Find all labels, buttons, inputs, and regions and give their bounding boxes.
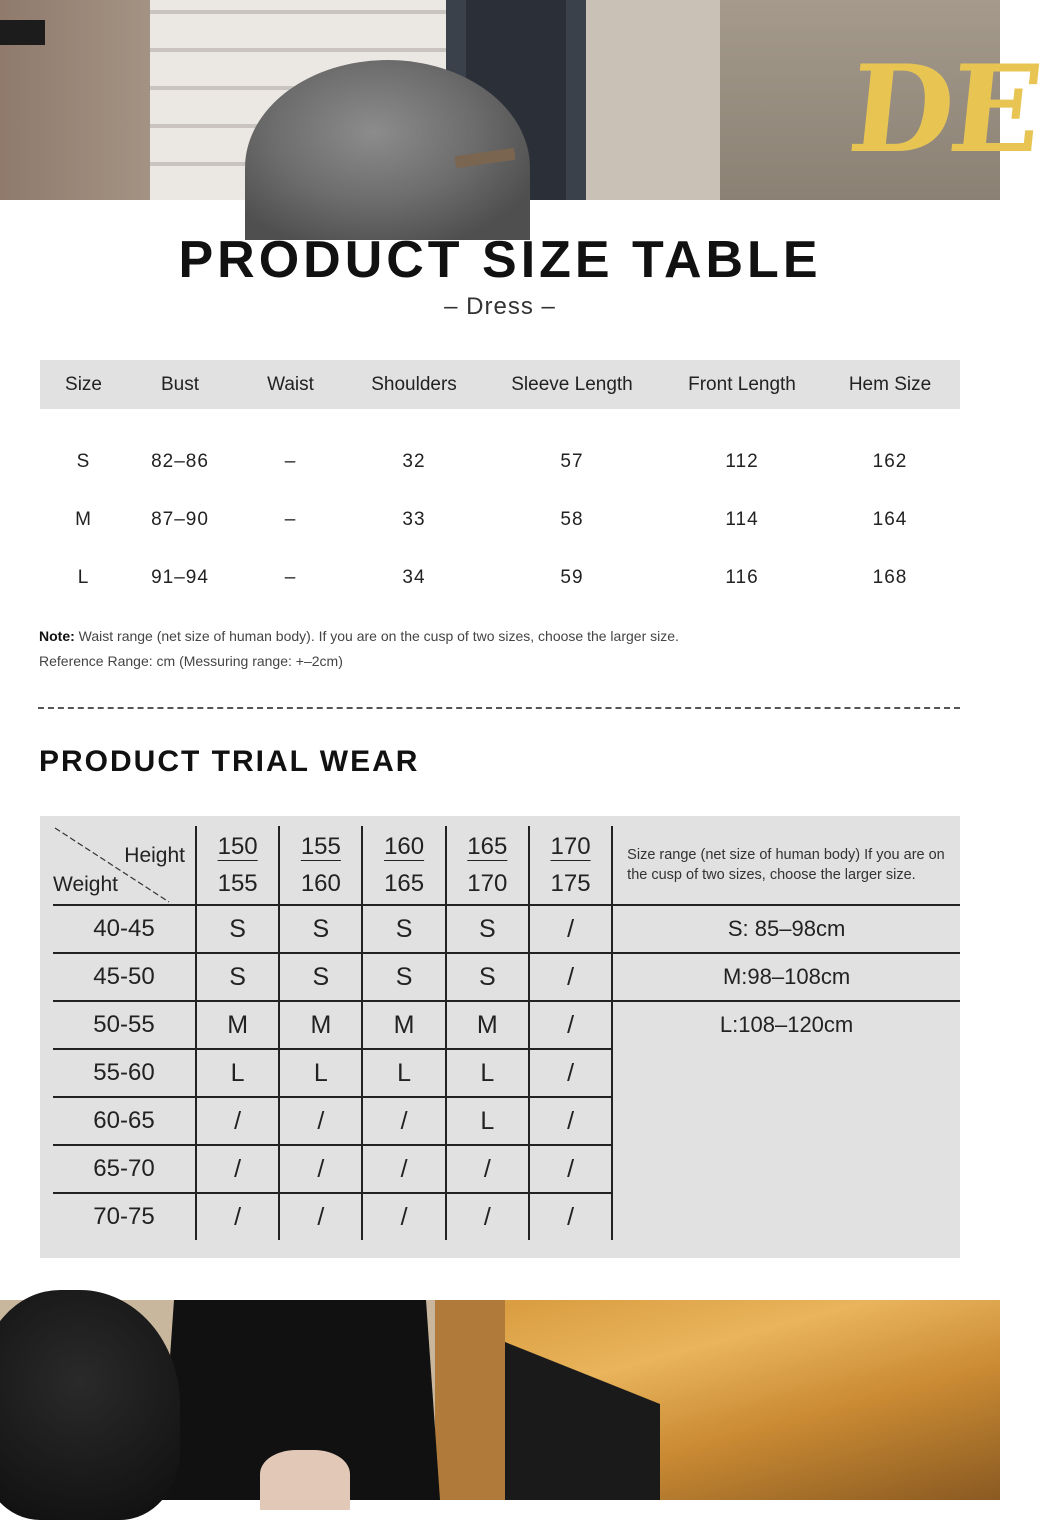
size-cell: /	[529, 1049, 612, 1097]
size-cell: S	[196, 905, 279, 953]
weight-range: 40-45	[53, 905, 196, 953]
column-header: Waist	[267, 373, 314, 395]
size-table	[40, 360, 960, 607]
size-cell: /	[279, 1097, 362, 1145]
height-header-row	[53, 826, 960, 905]
size-range-l: L:108–120cm	[612, 1001, 960, 1240]
table-cell: 34	[402, 567, 426, 588]
size-cell: M	[446, 1001, 529, 1049]
table-cell: –	[284, 509, 297, 530]
size-cell: /	[362, 1193, 445, 1240]
height-range-header: 160 165	[362, 826, 445, 905]
weight-range: 50-55	[53, 1001, 196, 1049]
size-cell: S	[279, 905, 362, 953]
size-cell: /	[196, 1193, 279, 1240]
table-cell: 82–86	[151, 451, 209, 472]
size-cell: /	[446, 1145, 529, 1193]
size-range-s: S: 85–98cm	[612, 905, 960, 953]
size-cell: S	[446, 905, 529, 953]
size-cell: M	[279, 1001, 362, 1049]
column-header: Front Length	[688, 373, 796, 395]
table-cell: M	[75, 509, 92, 530]
size-note	[39, 624, 679, 674]
table-cell: 112	[725, 451, 759, 472]
top-photo	[0, 0, 1045, 200]
size-cell: /	[196, 1145, 279, 1193]
size-cell: /	[529, 1001, 612, 1049]
weight-range: 55-60	[53, 1049, 196, 1097]
size-cell: L	[446, 1097, 529, 1145]
size-cell: /	[529, 953, 612, 1001]
size-range-description: Size range (net size of human body) If you are on the cusp of two sizes, choose the larger size.	[612, 826, 960, 905]
table-cell: S	[76, 451, 91, 472]
table-cell: 164	[872, 509, 908, 530]
size-cell: M	[362, 1001, 445, 1049]
table-cell: 114	[725, 509, 759, 530]
weight-range: 65-70	[53, 1145, 196, 1193]
note-text: Waist range (net size of human body). If you are on the cusp of two sizes, choose the larger size.	[74, 628, 679, 644]
model-leg	[260, 1450, 350, 1510]
height-label: Height	[124, 844, 185, 867]
size-table-header	[40, 360, 960, 409]
table-cell: L	[77, 567, 90, 588]
weight-range: 70-75	[93, 1203, 155, 1230]
trial-wear-panel	[40, 816, 960, 1258]
weight-row	[53, 905, 960, 953]
weight-row	[53, 953, 960, 1001]
size-range-m: M:98–108cm	[612, 953, 960, 1001]
size-cell: /	[529, 1193, 612, 1240]
fur-bag	[0, 1290, 180, 1520]
table-row	[40, 409, 960, 491]
weight-label: Weight	[53, 873, 118, 896]
size-cell: /	[362, 1097, 445, 1145]
height-range-header: 150 155	[196, 826, 279, 905]
height-range-header: 165 170	[446, 826, 529, 905]
size-cell: /	[529, 1097, 612, 1145]
product-type-subtitle: – Dress –	[444, 293, 556, 320]
note-label: Note:	[39, 628, 75, 644]
table-cell: 87–90	[151, 509, 209, 530]
trial-wear-table	[53, 826, 960, 1240]
size-cell: /	[529, 1145, 612, 1193]
corner-cell	[53, 826, 196, 905]
dashed-divider	[38, 707, 960, 709]
table-cell: 116	[725, 567, 759, 588]
height-range-header: 155 160	[279, 826, 362, 905]
size-cell: /	[529, 905, 612, 953]
weight-range: 60-65	[53, 1097, 196, 1145]
table-cell: –	[284, 451, 297, 472]
table-cell: 162	[872, 451, 908, 472]
column-header: Bust	[160, 373, 200, 395]
size-cell: S	[196, 953, 279, 1001]
column-header: Shoulders	[371, 373, 457, 395]
size-cell: /	[279, 1145, 362, 1193]
column-header: Size	[65, 373, 102, 395]
size-cell: M	[196, 1001, 279, 1049]
table-cell: 91–94	[151, 567, 209, 588]
bottom-photo	[0, 1300, 1000, 1500]
size-cell: L	[446, 1049, 529, 1097]
size-cell: L	[362, 1049, 445, 1097]
size-cell: /	[196, 1097, 279, 1145]
table-cell: 59	[560, 567, 584, 588]
height-range-header: 170 175	[529, 826, 612, 905]
page-title: PRODUCT SIZE TABLE	[178, 231, 822, 289]
size-cell: /	[446, 1193, 529, 1240]
reference-range: Reference Range: cm (Messuring range: +–2cm)	[39, 653, 343, 669]
table-cell: 168	[872, 567, 908, 588]
table-row	[40, 549, 960, 607]
wooden-post	[435, 1300, 505, 1500]
table-cell: –	[284, 567, 297, 588]
size-cell: /	[362, 1145, 445, 1193]
size-cell: L	[196, 1049, 279, 1097]
size-cell: S	[446, 953, 529, 1001]
table-cell: 32	[402, 451, 426, 472]
size-cell: /	[279, 1193, 362, 1240]
size-cell: L	[279, 1049, 362, 1097]
table-row	[40, 491, 960, 549]
weight-range: 45-50	[53, 953, 196, 1001]
size-cell: S	[279, 953, 362, 1001]
column-header: Sleeve Length	[511, 373, 633, 395]
weight-row	[53, 1001, 960, 1049]
table-cell: 57	[560, 451, 584, 472]
column-header: Hem Size	[848, 373, 932, 395]
trial-wear-title: PRODUCT TRIAL WEAR	[39, 745, 420, 778]
sign-letters: DE	[842, 39, 1045, 180]
size-cell: S	[362, 905, 445, 953]
table-cell: 58	[560, 509, 584, 530]
size-cell: S	[362, 953, 445, 1001]
table-cell: 33	[402, 509, 426, 530]
